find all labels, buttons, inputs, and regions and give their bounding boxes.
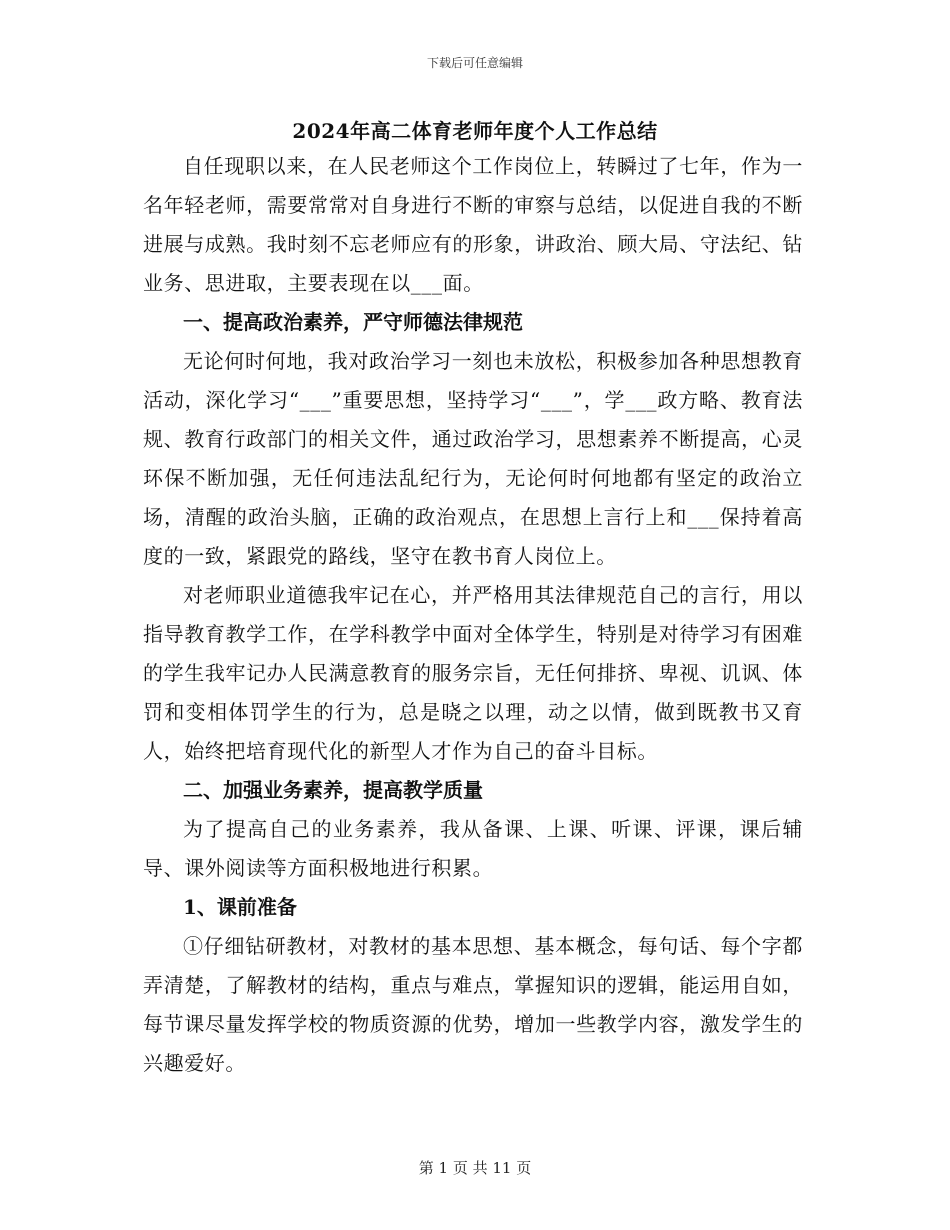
paragraph-ethics: 对老师职业道德我牢记在心，并严格用其法律规范自己的言行，用以指导教育教学工作，在学科教学中面对全体学生，特别是对待学习有困难的学生我牢记办人民满意教育的服务宗旨，无任何排挤、卑视、讥讽、体罚和变相体罚学生的行为，总是晓之以理，动之以情，做到既教书又育人，始终把培育现代化的新型人才作为自己的奋斗目标。 xyxy=(143,583,803,763)
page-number: 第 1 页 共 11 页 xyxy=(418,1159,532,1177)
paragraph-professional: 为了提高自己的业务素养，我从备课、上课、听课、评课，课后辅导、课外阅读等方面积极地进行积累。 xyxy=(143,817,803,880)
paragraph-political-study: 无论何时何地，我对政治学习一刻也未放松，积极参加各种思想教育活动，深化学习“___”重要思想，坚持学习“___”，学___政方略、教育法规、教育行政部门的相关文件，通过政治学习，思想素养不断提高，心灵环保不断加强，无任何违法乱纪行为，无论何时何地都有坚定的政治立场，清醒的政治头脑，正确的政治观点，在思想上言行上和___保持着高度的一致，紧跟党的路线，坚守在教书育人岗位上。 xyxy=(143,349,803,568)
document-body xyxy=(143,147,803,1083)
header-note: 下载后可任意编辑 xyxy=(426,56,523,70)
paragraph-preparation: ①仔细钻研教材，对教材的基本思想、基本概念，每句话、每个字都弄清楚，了解教材的结构，重点与难点，掌握知识的逻辑，能运用自如，每节课尽量发挥学校的物质资源的优势，增加一些教学内容，激发学生的兴趣爱好。 xyxy=(143,934,803,1075)
section-heading-2: 二、加强业务素养，提高教学质量 xyxy=(183,778,483,802)
section-heading-1: 一、提高政治素养，严守师德法律规范 xyxy=(183,310,523,334)
document-title: 2024年高二体育老师年度个人工作总结 xyxy=(292,119,658,143)
paragraph-intro: 自任现职以来，在人民老师这个工作岗位上，转瞬过了七年，作为一名年轻老师，需要常常对自身进行不断的审察与总结，以促进自我的不断进展与成熟。我时刻不忘老师应有的形象，讲政治、顾大局、守法纪、钻业务、思进取，主要表现在以___面。 xyxy=(143,154,803,295)
subsection-heading-1: 1、课前准备 xyxy=(183,895,297,919)
